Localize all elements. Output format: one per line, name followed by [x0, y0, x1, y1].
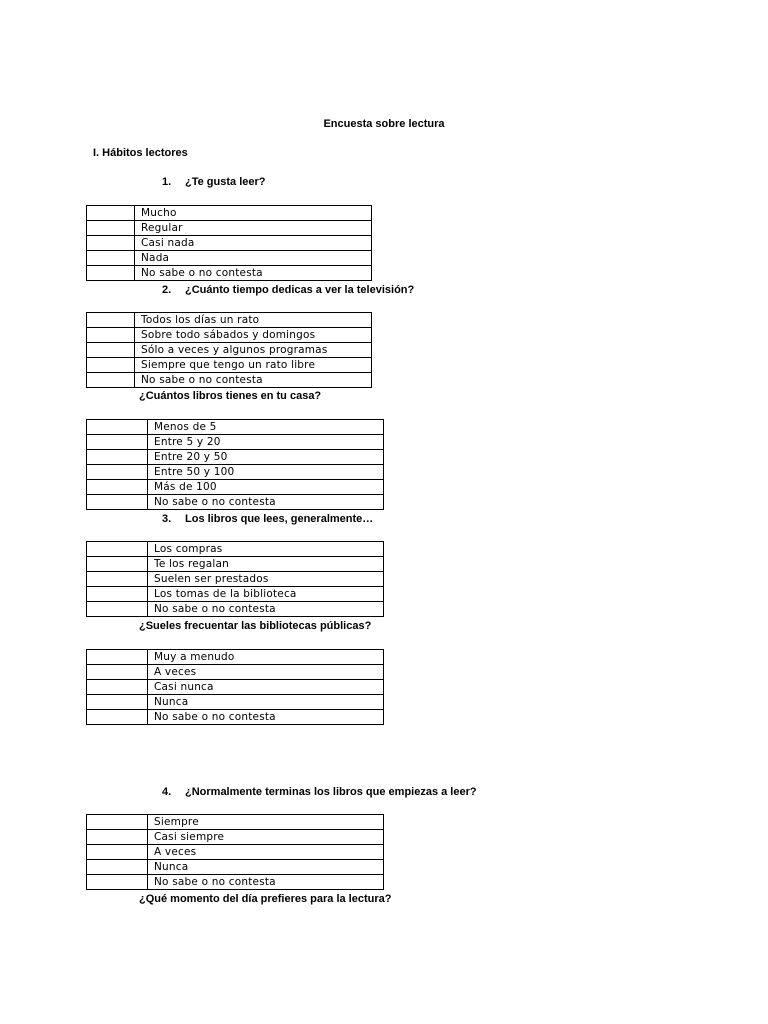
option-row — [87, 236, 372, 251]
question-text: ¿Te gusta leer? — [185, 176, 266, 188]
answer-checkbox-cell[interactable] — [87, 602, 148, 617]
answer-checkbox-cell[interactable] — [87, 815, 148, 830]
option-row — [87, 542, 384, 557]
option-label: Casi nada — [135, 236, 372, 251]
option-row — [87, 695, 384, 710]
answer-checkbox-cell[interactable] — [87, 358, 135, 373]
answer-checkbox-cell[interactable] — [87, 313, 135, 328]
answer-checkbox-cell[interactable] — [87, 650, 148, 665]
option-row — [87, 313, 372, 328]
option-row — [87, 328, 372, 343]
option-row — [87, 266, 372, 281]
answer-checkbox-cell[interactable] — [87, 420, 148, 435]
option-row — [87, 587, 384, 602]
option-label: Muy a menudo — [148, 650, 384, 665]
answer-checkbox-cell[interactable] — [87, 206, 135, 221]
option-row — [87, 710, 384, 725]
answer-checkbox-cell[interactable] — [87, 572, 148, 587]
question-3-heading — [162, 512, 373, 526]
option-label: Siempre — [148, 815, 384, 830]
option-label: Nada — [135, 251, 372, 266]
option-label: Entre 20 y 50 — [148, 450, 384, 465]
question-3-options-table — [86, 541, 384, 617]
option-row — [87, 557, 384, 572]
option-label: Siempre que tengo un rato libre — [135, 358, 372, 373]
option-row — [87, 221, 372, 236]
question-1-options-table — [86, 205, 372, 281]
option-row — [87, 650, 384, 665]
option-label: Los tomas de la biblioteca — [148, 587, 384, 602]
answer-checkbox-cell[interactable] — [87, 251, 135, 266]
answer-checkbox-cell[interactable] — [87, 557, 148, 572]
option-row — [87, 602, 384, 617]
option-label: A veces — [148, 665, 384, 680]
option-label: Menos de 5 — [148, 420, 384, 435]
question-text: ¿Cuánto tiempo dedicas a ver la televisión? — [185, 284, 415, 296]
option-row — [87, 665, 384, 680]
answer-checkbox-cell[interactable] — [87, 695, 148, 710]
answer-checkbox-cell[interactable] — [87, 542, 148, 557]
option-label: Sólo a veces y algunos programas — [135, 343, 372, 358]
option-label: No sabe o no contesta — [148, 875, 384, 890]
option-row — [87, 875, 384, 890]
option-row — [87, 815, 384, 830]
question-reading-time-heading: ¿Qué momento del día prefieres para la lectura? — [139, 893, 392, 905]
question-2-heading — [162, 283, 414, 297]
option-label: Nunca — [148, 695, 384, 710]
answer-checkbox-cell[interactable] — [87, 495, 148, 510]
option-row — [87, 450, 384, 465]
answer-checkbox-cell[interactable] — [87, 860, 148, 875]
question-text: Los libros que lees, generalmente… — [185, 513, 374, 525]
answer-checkbox-cell[interactable] — [87, 236, 135, 251]
question-books-at-home-heading: ¿Cuántos libros tienes en tu casa? — [139, 390, 322, 402]
answer-checkbox-cell[interactable] — [87, 710, 148, 725]
section-heading: I. Hábitos lectores — [93, 147, 188, 159]
question-4-options-table — [86, 814, 384, 890]
document-title: Encuesta sobre lectura — [323, 118, 445, 130]
option-row — [87, 373, 372, 388]
question-4-heading — [162, 785, 477, 799]
option-row — [87, 680, 384, 695]
option-row — [87, 358, 372, 373]
option-row — [87, 465, 384, 480]
option-label: No sabe o no contesta — [135, 266, 372, 281]
option-row — [87, 206, 372, 221]
question-public-libraries-heading: ¿Sueles frecuentar las bibliotecas públicas? — [139, 620, 372, 632]
option-row — [87, 251, 372, 266]
answer-checkbox-cell[interactable] — [87, 435, 148, 450]
option-label: Todos los días un rato — [135, 313, 372, 328]
answer-checkbox-cell[interactable] — [87, 845, 148, 860]
question-1-heading — [162, 175, 265, 189]
answer-checkbox-cell[interactable] — [87, 665, 148, 680]
question-number: 2. — [162, 284, 172, 296]
option-label: Casi siempre — [148, 830, 384, 845]
question-2-options-table — [86, 312, 372, 388]
option-label: No sabe o no contesta — [148, 495, 384, 510]
option-row — [87, 830, 384, 845]
question-text: ¿Normalmente terminas los libros que empiezas a leer? — [185, 786, 477, 798]
answer-checkbox-cell[interactable] — [87, 587, 148, 602]
answer-checkbox-cell[interactable] — [87, 373, 135, 388]
answer-checkbox-cell[interactable] — [87, 221, 135, 236]
question-public-libraries-options-table — [86, 649, 384, 725]
answer-checkbox-cell[interactable] — [87, 680, 148, 695]
option-label: No sabe o no contesta — [148, 710, 384, 725]
option-label: Regular — [135, 221, 372, 236]
option-label: Casi nunca — [148, 680, 384, 695]
answer-checkbox-cell[interactable] — [87, 328, 135, 343]
option-label: No sabe o no contesta — [148, 602, 384, 617]
question-number: 3. — [162, 513, 172, 525]
option-label: A veces — [148, 845, 384, 860]
question-books-at-home-options-table — [86, 419, 384, 510]
option-row — [87, 845, 384, 860]
option-row — [87, 435, 384, 450]
question-number: 4. — [162, 786, 172, 798]
option-label: Mucho — [135, 206, 372, 221]
option-label: Los compras — [148, 542, 384, 557]
option-label: Entre 50 y 100 — [148, 465, 384, 480]
option-label: Te los regalan — [148, 557, 384, 572]
option-row — [87, 860, 384, 875]
option-label: No sabe o no contesta — [135, 373, 372, 388]
answer-checkbox-cell[interactable] — [87, 480, 148, 495]
option-label: Entre 5 y 20 — [148, 435, 384, 450]
answer-checkbox-cell[interactable] — [87, 830, 148, 845]
option-label: Más de 100 — [148, 480, 384, 495]
answer-checkbox-cell[interactable] — [87, 343, 135, 358]
option-label: Sobre todo sábados y domingos — [135, 328, 372, 343]
option-row — [87, 420, 384, 435]
answer-checkbox-cell[interactable] — [87, 465, 148, 480]
answer-checkbox-cell[interactable] — [87, 266, 135, 281]
option-label: Nunca — [148, 860, 384, 875]
answer-checkbox-cell[interactable] — [87, 875, 148, 890]
option-row — [87, 343, 372, 358]
answer-checkbox-cell[interactable] — [87, 450, 148, 465]
option-row — [87, 480, 384, 495]
option-row — [87, 572, 384, 587]
option-row — [87, 495, 384, 510]
option-label: Suelen ser prestados — [148, 572, 384, 587]
question-number: 1. — [162, 176, 172, 188]
